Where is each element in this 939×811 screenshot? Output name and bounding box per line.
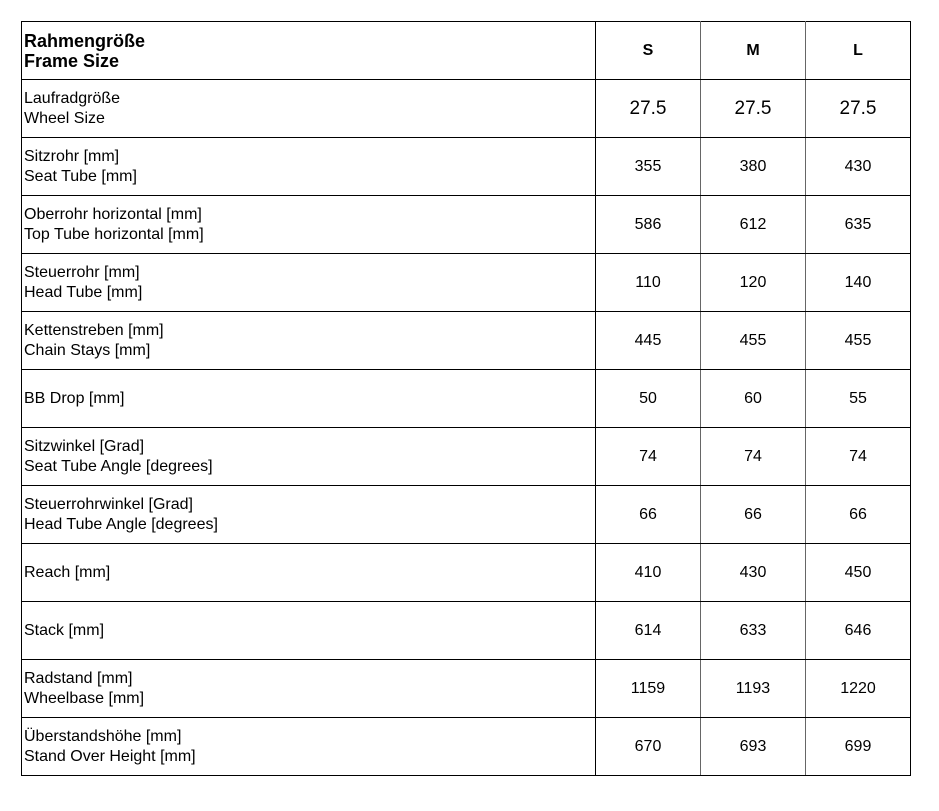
value-cell-m: 612: [701, 196, 806, 254]
row-label: [22, 370, 596, 428]
value-cell-s: 66: [596, 486, 701, 544]
value-cell-m: 693: [701, 718, 806, 776]
table-row: [22, 254, 911, 312]
value-cell-s: 355: [596, 138, 701, 196]
row-label-de: Steuerrohrwinkel [Grad]: [24, 495, 193, 513]
table-row: [22, 196, 911, 254]
row-label-de: Überstandshöhe [mm]: [24, 727, 182, 745]
table-row: [22, 486, 911, 544]
value-cell-m: 1193: [701, 660, 806, 718]
row-label-de: Sitzrohr [mm]: [24, 147, 120, 165]
value-cell-l: 140: [806, 254, 911, 312]
row-label-en: Stand Over Height [mm]: [24, 747, 196, 765]
row-label-de: BB Drop [mm]: [24, 389, 125, 407]
row-label-de: Stack [mm]: [24, 621, 105, 639]
value-cell-s: 614: [596, 602, 701, 660]
row-label-de: Kettenstreben [mm]: [24, 321, 164, 339]
value-cell-l: 450: [806, 544, 911, 602]
row-label: [22, 80, 596, 138]
value-cell-s: 50: [596, 370, 701, 428]
row-label-en: Head Tube [mm]: [24, 283, 143, 301]
value-cell-l: 430: [806, 138, 911, 196]
value-cell-l: 635: [806, 196, 911, 254]
row-label-en: Head Tube Angle [degrees]: [24, 515, 218, 533]
table-row: [22, 312, 911, 370]
value-cell-m: 66: [701, 486, 806, 544]
value-cell-s: 74: [596, 428, 701, 486]
header-label-en: Frame Size: [24, 50, 120, 71]
value-cell-s: 445: [596, 312, 701, 370]
table-row: [22, 80, 911, 138]
row-label-de: Laufradgröße: [24, 89, 121, 107]
row-label: [22, 486, 596, 544]
value-cell-m: 633: [701, 602, 806, 660]
row-label: [22, 602, 596, 660]
value-cell-m: 455: [701, 312, 806, 370]
value-cell-s: 670: [596, 718, 701, 776]
row-label: [22, 428, 596, 486]
row-label-de: Oberrohr horizontal [mm]: [24, 205, 202, 223]
header-row: [22, 22, 911, 80]
value-cell-l: 55: [806, 370, 911, 428]
size-l-header: L: [806, 22, 911, 80]
value-cell-m: 430: [701, 544, 806, 602]
size-m-header: M: [701, 22, 806, 80]
value-cell-s: 110: [596, 254, 701, 312]
table-row: [22, 138, 911, 196]
table-row: [22, 602, 911, 660]
table-row: [22, 370, 911, 428]
value-cell-l: 1220: [806, 660, 911, 718]
value-cell-m: 120: [701, 254, 806, 312]
row-label-de: Sitzwinkel [Grad]: [24, 437, 145, 455]
value-cell-m: 27.5: [701, 80, 806, 138]
value-cell-m: 380: [701, 138, 806, 196]
row-label-en: Top Tube horizontal [mm]: [24, 225, 204, 243]
table-row: [22, 660, 911, 718]
row-label-en: Seat Tube Angle [degrees]: [24, 457, 213, 475]
value-cell-l: 27.5: [806, 80, 911, 138]
row-label: [22, 254, 596, 312]
row-label: [22, 718, 596, 776]
row-label-de: Steuerrohr [mm]: [24, 263, 140, 281]
value-cell-s: 1159: [596, 660, 701, 718]
value-cell-l: 699: [806, 718, 911, 776]
value-cell-m: 60: [701, 370, 806, 428]
row-label: [22, 196, 596, 254]
table-row: [22, 718, 911, 776]
row-label-de: Radstand [mm]: [24, 669, 133, 687]
row-label: [22, 544, 596, 602]
row-label-de: Reach [mm]: [24, 563, 111, 581]
header-label-de: Rahmengröße: [24, 30, 146, 51]
frame-size-header: [22, 22, 596, 80]
row-label: [22, 312, 596, 370]
row-label-en: Wheelbase [mm]: [24, 689, 145, 707]
value-cell-s: 586: [596, 196, 701, 254]
value-cell-l: 646: [806, 602, 911, 660]
value-cell-l: 66: [806, 486, 911, 544]
row-label: [22, 660, 596, 718]
value-cell-l: 74: [806, 428, 911, 486]
table-row: [22, 544, 911, 602]
size-s-header: S: [596, 22, 701, 80]
value-cell-s: 410: [596, 544, 701, 602]
row-label-en: Chain Stays [mm]: [24, 341, 151, 359]
row-label-en: Wheel Size: [24, 109, 105, 127]
geometry-table: [21, 21, 911, 776]
value-cell-l: 455: [806, 312, 911, 370]
value-cell-s: 27.5: [596, 80, 701, 138]
row-label: [22, 138, 596, 196]
table-row: [22, 428, 911, 486]
row-label-en: Seat Tube [mm]: [24, 167, 137, 185]
value-cell-m: 74: [701, 428, 806, 486]
